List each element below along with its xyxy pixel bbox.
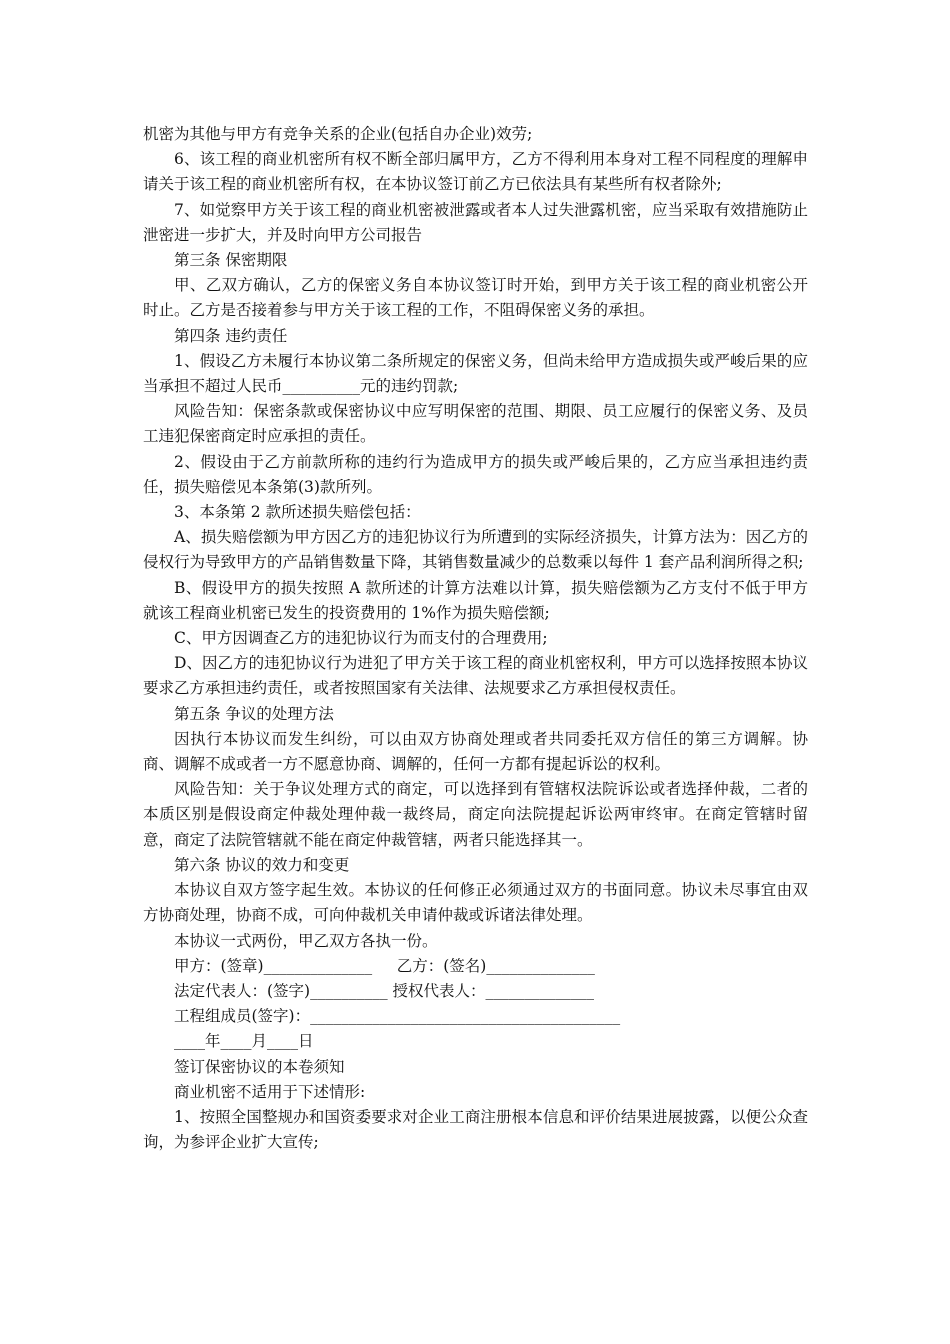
paragraph: C、甲方因调查乙方的违犯协议行为而支付的合理费用; [174, 629, 548, 648]
paragraph: 6、该工程的商业机密所有权不断全部归属甲方，乙方不得利用本身对工程不同程度的理解申请关于该工程的商业机密所有权，在本协议签订前乙方已依法具有某些所有权者除外; [143, 150, 808, 194]
signature-block [143, 954, 808, 1055]
signature-line: 甲方：(签章)______________ 乙方：(签名)______________ [174, 956, 595, 975]
paragraph: 1、按照全国整规办和国资委要求对企业工商注册根本信息和评价结果进展披露，以便公众查询，为参评企业扩大宣传; [143, 1107, 808, 1152]
paragraph: 第六条 协议的效力和变更 [174, 855, 350, 874]
paragraph: D、因乙方的违犯协议行为进犯了甲方关于该工程的商业机密权利，甲方可以选择按照本协议要求乙方承担违约责任，或者按照国家有关法律、法规要求乙方承担侵权责任。 [143, 654, 808, 698]
signature-line: 法定代表人：(签字)__________ 授权代表人：______________ [174, 981, 595, 1000]
paragraph: 签订保密协议的本卷须知 [174, 1057, 345, 1076]
contract-clauses [143, 122, 808, 954]
paragraph: 第四条 违约责任 [174, 326, 288, 345]
paragraph: 7、如觉察甲方关于该工程的商业机密被泄露或者本人过失泄露机密，应当采取有效措施防止泄密进一步扩大，并及时向甲方公司报告 [143, 200, 808, 244]
paragraph: 第三条 保密期限 [174, 251, 288, 270]
paragraph: 本协议自双方签字起生效。本协议的任何修正必须通过双方的书面同意。协议未尽事宜由双方协商处理，协商不成，可向仲裁机关申请仲裁或诉诸法律处理。 [143, 881, 808, 925]
paragraph: 1、假设乙方未履行本协议第二条所规定的保密义务，但尚未给甲方造成损失或严峻后果的应当承担不超过人民币__________元的违约罚款; [143, 351, 808, 396]
notice-section [143, 1055, 808, 1156]
paragraph: B、假设甲方的损失按照 A 款所述的计算方法难以计算，损失赔偿额为乙方支付不低于甲方就该工程商业机密已发生的投资费用的 1%作为损失赔偿额; [143, 578, 808, 622]
paragraph: 甲、乙双方确认，乙方的保密义务自本协议签订时开始，到甲方关于该工程的商业机密公开时止。乙方是否接着参与甲方关于该工程的工作，不阻碍保密义务的承担。 [143, 276, 808, 320]
signature-line: ____年____月____日 [174, 1032, 314, 1051]
paragraph: A、损失赔偿额为甲方因乙方的违犯协议行为所遭到的实际经济损失，计算方法为：因乙方的侵权行为导致甲方的产品销售数量下降，其销售数量减少的总数乘以每件 1 套产品利润所得之积; [143, 528, 808, 572]
paragraph: 因执行本协议而发生纠纷，可以由双方协商处理或者共同委托双方信任的第三方调解。协商、调解不成或者一方不愿意协商、调解的，任何一方都有提起诉讼的权利。 [143, 729, 808, 774]
paragraph: 机密为其他与甲方有竞争关系的企业(包括自办企业)效劳; [143, 125, 533, 143]
paragraph: 本协议一式两份，甲乙双方各执一份。 [174, 931, 438, 950]
document-body [143, 122, 808, 1155]
signature-line: 工程组成员(签字)：________________________________________ [174, 1007, 621, 1026]
paragraph: 商业机密不适用于下述情形: [174, 1082, 366, 1101]
paragraph: 2、假设由于乙方前款所称的违约行为造成甲方的损失或严峻后果的，乙方应当承担违约责任，损失赔偿见本条第(3)款所列。 [143, 452, 808, 496]
paragraph: 第五条 争议的处理方法 [174, 704, 334, 723]
paragraph: 风险告知：保密条款或保密协议中应写明保密的范围、期限、员工应履行的保密义务、及员工违犯保密商定时应承担的责任。 [143, 402, 808, 446]
paragraph: 3、本条第 2 款所述损失赔偿包括： [174, 503, 421, 522]
paragraph: 风险告知：关于争议处理方式的商定，可以选择到有管辖权法院诉讼或者选择仲裁，二者的本质区别是假设商定仲裁处理仲裁一裁终局，商定向法院提起诉讼两审终审。在商定管辖时留意，商定了法院管辖就不能在商定仲裁管辖，两者只能选择其一。 [143, 780, 808, 849]
